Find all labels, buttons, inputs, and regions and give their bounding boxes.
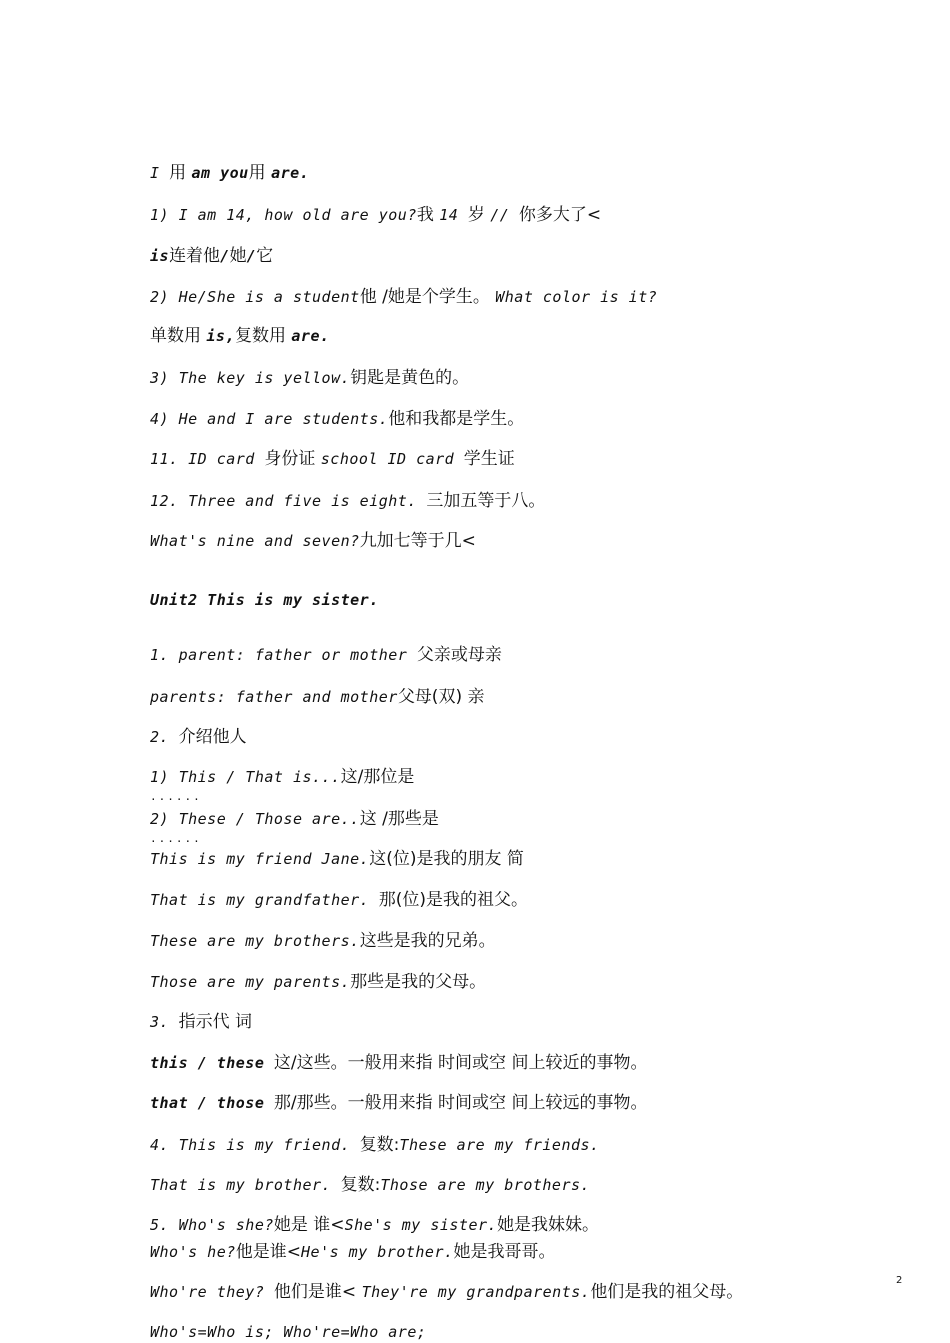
chinese-text: 他们是谁<: [273, 1282, 362, 1302]
chinese-text: 复数用: [235, 326, 292, 346]
english-text: What color is it?: [495, 288, 658, 306]
english-text: 12. Three and five is eight.: [150, 492, 427, 510]
chinese-text: 介绍他人: [178, 727, 247, 747]
text-line: [150, 1281, 743, 1303]
chinese-text: 她是我妹妹。: [497, 1215, 600, 1235]
english-text: 2) These / Those are..: [150, 810, 360, 828]
ellipsis-dots: ......: [150, 790, 202, 803]
chinese-text: 这/这些。一般用来指 时间或空 间上较近的事物。: [273, 1053, 648, 1073]
text-line: [150, 1052, 647, 1074]
text-line: [150, 1134, 600, 1156]
english-text: are.: [271, 164, 310, 182]
text-line: [150, 448, 515, 470]
chinese-text: 用: [169, 163, 192, 183]
english-text: 1) I am 14, how old are you?: [150, 206, 417, 224]
english-text: is,: [206, 327, 235, 345]
english-text: That is my brother.: [150, 1176, 341, 1194]
english-text: parents: father and mother: [150, 688, 398, 706]
english-text: Who's=Who is; Who're=Who are;: [150, 1323, 427, 1341]
chinese-text: 他 /她是个学生。: [359, 287, 496, 307]
chinese-text: 她: [229, 246, 247, 266]
text-line: [150, 848, 524, 870]
english-text: are.: [291, 327, 330, 345]
english-text: This is my friend Jane.: [150, 850, 370, 868]
english-text: I: [150, 164, 170, 182]
english-text: What's nine and seven?: [150, 532, 360, 550]
chinese-text: 父亲或母亲: [416, 645, 502, 665]
text-line: [150, 808, 439, 830]
text-line: [150, 1011, 252, 1033]
english-text: that / those: [150, 1094, 274, 1112]
english-text: Those are my brothers.: [380, 1176, 591, 1194]
text-line: [150, 325, 330, 347]
text-line: [150, 367, 469, 389]
english-text: Those are my parents.: [150, 973, 351, 991]
chinese-text: 你多大了<: [518, 205, 602, 225]
chinese-text: 那(位)是我的祖父。: [378, 890, 529, 910]
chinese-text: 我: [416, 205, 440, 225]
text-line: [150, 766, 414, 788]
english-text: school ID card: [320, 450, 464, 468]
chinese-text: 那/那些。一般用来指 时间或空 间上较远的事物。: [273, 1093, 648, 1113]
page-number: 2: [896, 1275, 903, 1286]
ellipsis-dots: ......: [150, 832, 202, 845]
chinese-text: 九加七等于几<: [359, 531, 476, 551]
text-line: [150, 930, 496, 952]
english-text: you: [220, 164, 249, 182]
text-line: [150, 1174, 590, 1196]
chinese-text: 用: [248, 163, 272, 183]
chinese-text: 复数:: [340, 1175, 381, 1195]
chinese-text: 指示代 词: [178, 1012, 252, 1032]
english-text: //: [490, 206, 519, 224]
text-line: [150, 889, 528, 911]
english-text: 5. Who's she?: [150, 1216, 274, 1234]
chinese-text: 她是我哥哥。: [453, 1242, 556, 1262]
english-text: 3.: [150, 1013, 179, 1031]
chinese-text: 单数用: [150, 326, 207, 346]
chinese-text: 连着他: [169, 246, 221, 266]
chinese-text: 这些是我的兄弟。: [359, 931, 496, 951]
text-line: [150, 490, 545, 512]
english-text: 2) He/She is a student: [150, 288, 360, 306]
text-line: [150, 644, 502, 666]
chinese-text: 钥匙是黄色的。: [350, 368, 470, 388]
chinese-text: 这/那位是: [340, 767, 415, 787]
text-line: [150, 408, 524, 430]
text-line: [150, 1092, 647, 1114]
text-line: [150, 530, 476, 552]
chinese-text: 她是 谁<: [273, 1215, 345, 1235]
text-line: [150, 204, 601, 226]
english-text: 3) The key is yellow.: [150, 369, 351, 387]
chinese-text: 那些是我的父母。: [350, 972, 487, 992]
chinese-text: 这(位)是我的朋友 简: [369, 849, 524, 869]
text-line: [150, 162, 309, 184]
english-text: These are my brothers.: [150, 932, 360, 950]
english-text: 11. ID card: [150, 450, 265, 468]
english-text: 1. parent: father or mother: [150, 646, 417, 664]
english-text: /: [220, 247, 230, 265]
english-text: That is my grandfather.: [150, 891, 379, 909]
chinese-text: 岁: [467, 205, 491, 225]
text-line: [150, 589, 379, 611]
chinese-text: 身份证: [264, 449, 321, 469]
text-line: [150, 286, 657, 308]
chinese-text: 他是谁<: [235, 1242, 302, 1262]
text-line: [150, 1214, 599, 1236]
chinese-text: 学生证: [463, 449, 515, 469]
text-line: [150, 1241, 556, 1263]
chinese-text: 三加五等于八。: [426, 491, 546, 511]
english-text: am: [191, 164, 221, 182]
english-text: Who's he?: [150, 1243, 236, 1261]
chinese-text: 他和我都是学生。: [388, 409, 525, 429]
english-text: /: [246, 247, 257, 265]
english-text: 2.: [150, 728, 179, 746]
english-text: is: [150, 247, 170, 265]
english-text: this / these: [150, 1054, 274, 1072]
chinese-text: 复数:: [359, 1135, 400, 1155]
text-line: [150, 686, 484, 708]
chinese-text: 父母(双) 亲: [397, 687, 485, 707]
english-text: 1) This / That is...: [150, 768, 341, 786]
english-text: She's my sister.: [344, 1216, 498, 1234]
english-text: Who're they?: [150, 1283, 274, 1301]
text-line: [150, 245, 273, 267]
english-text: These are my friends.: [399, 1136, 600, 1154]
english-text: He's my brother.: [301, 1243, 454, 1261]
english-text: Unit2 This is my sister.: [150, 591, 379, 609]
text-line: [150, 971, 486, 993]
english-text: 4. This is my friend.: [150, 1136, 360, 1154]
english-text: They're my grandparents.: [361, 1283, 591, 1301]
chinese-text: 这 /那些是: [359, 809, 439, 829]
english-text: 14: [439, 206, 468, 224]
english-text: 4) He and I are students.: [150, 410, 389, 428]
text-line: [150, 726, 247, 748]
text-line: [150, 1321, 426, 1343]
chinese-text: 他们是我的祖父母。: [590, 1282, 744, 1302]
chinese-text: 它: [256, 246, 274, 266]
